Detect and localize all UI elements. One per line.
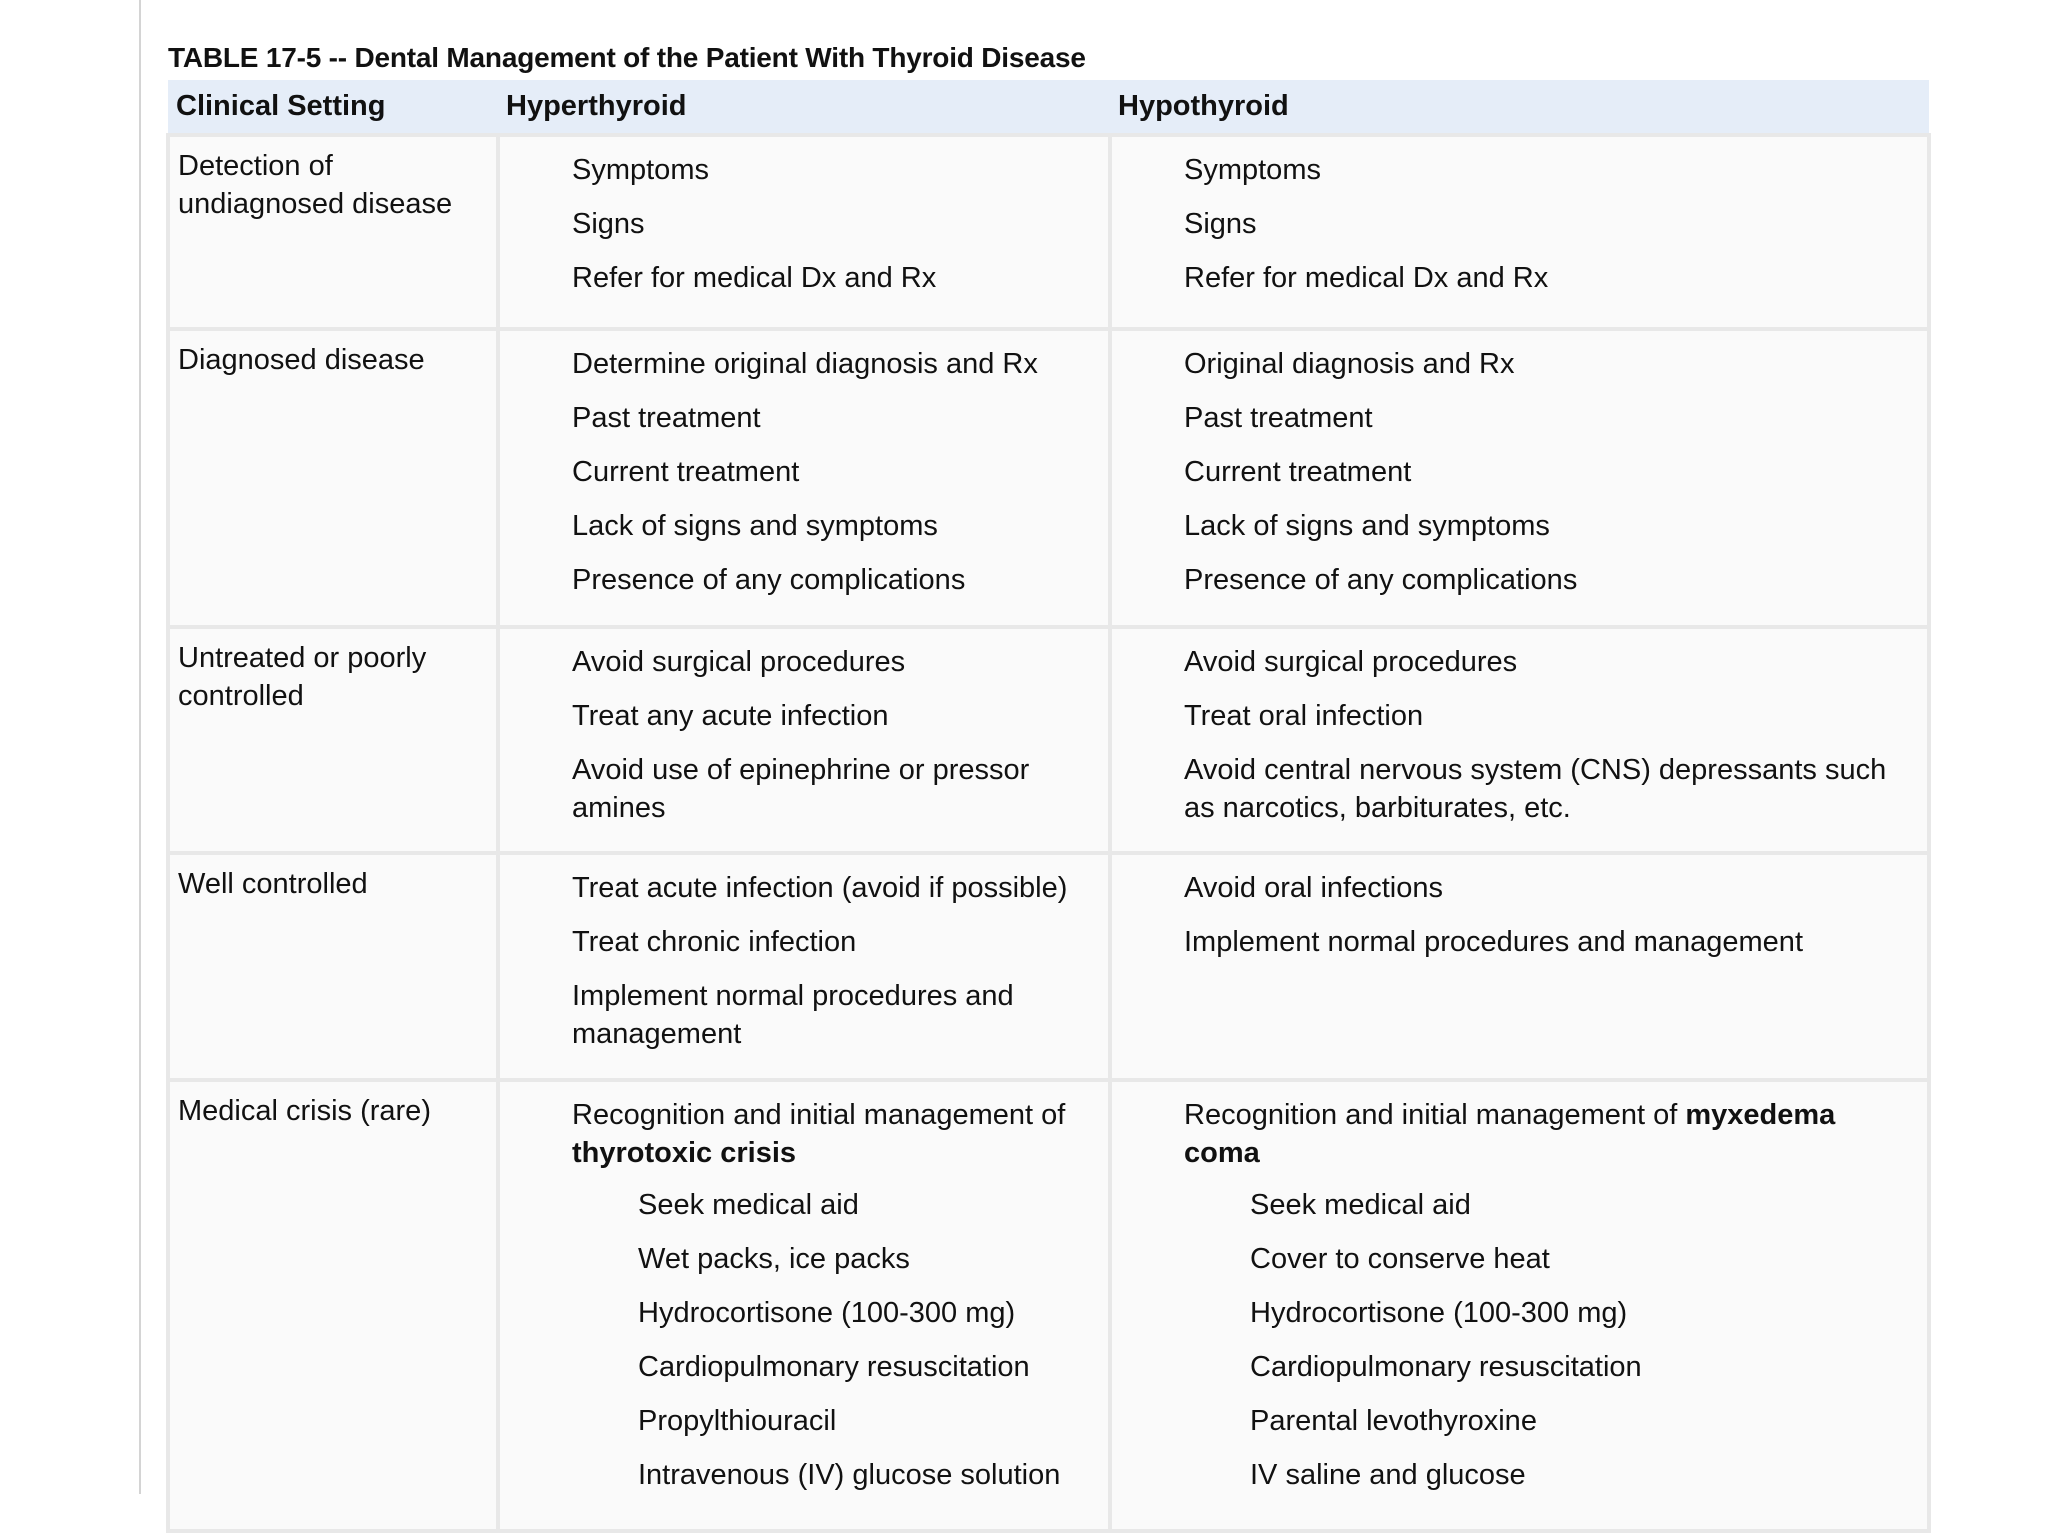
- thyroid-management-table: [166, 80, 1931, 1533]
- list-item: Determine original diagnosis and Rx: [572, 348, 1038, 380]
- crisis-steps: [1250, 1186, 1907, 1494]
- clinical-setting-cell: Well controlled: [168, 853, 498, 1080]
- crisis-item: [572, 1096, 1088, 1494]
- table-caption: TABLE 17-5 -- Dental Management of the Patient With Thyroid Disease: [168, 42, 1086, 73]
- list-item: Lack of signs and symptoms: [572, 510, 938, 542]
- list-item: Intravenous (IV) glucose solution: [638, 1459, 1061, 1491]
- hyperthyroid-list: [500, 331, 1108, 609]
- list-item: Treat any acute infection: [572, 700, 889, 732]
- hyperthyroid-cell: [498, 627, 1110, 853]
- clinical-setting-cell: Untreated or poorly controlled: [168, 627, 498, 853]
- hyperthyroid-cell: [498, 329, 1110, 627]
- list-item: Presence of any complications: [1184, 564, 1578, 596]
- list-item: Cardiopulmonary resuscitation: [1250, 1351, 1642, 1383]
- crisis-name: myxedema coma: [1184, 1099, 1836, 1169]
- hypothyroid-list: [1112, 855, 1927, 971]
- hyperthyroid-list: [500, 629, 1108, 837]
- crisis-intro: Recognition and initial management of: [572, 1099, 1066, 1131]
- hyperthyroid-cell: [498, 853, 1110, 1080]
- table-row: [168, 329, 1929, 627]
- list-item: Avoid oral infections: [1184, 872, 1444, 904]
- clinical-setting-cell: Medical crisis (rare): [168, 1080, 498, 1531]
- list-item: Implement normal procedures and management: [572, 980, 1014, 1050]
- list-item: Hydrocortisone (100-300 mg): [638, 1297, 1016, 1329]
- hyperthyroid-cell: [498, 1080, 1110, 1531]
- hyperthyroid-list: [500, 855, 1108, 1063]
- clinical-setting-cell: Diagnosed disease: [168, 329, 498, 627]
- list-item: Signs: [1184, 208, 1257, 240]
- list-item: Wet packs, ice packs: [638, 1243, 910, 1275]
- list-item: Seek medical aid: [1250, 1189, 1471, 1221]
- hypothyroid-list: [1112, 137, 1927, 307]
- crisis-intro: Recognition and initial management of: [1184, 1099, 1686, 1131]
- table-row: [168, 627, 1929, 853]
- list-item: Past treatment: [572, 402, 761, 434]
- hypothyroid-cell: [1110, 1080, 1929, 1531]
- crisis-name: thyrotoxic crisis: [572, 1137, 797, 1169]
- hypothyroid-cell: [1110, 627, 1929, 853]
- list-item: Avoid central nervous system (CNS) depressants such as narcotics, barbiturates, etc.: [1184, 754, 1887, 824]
- list-item: Parental levothyroxine: [1250, 1405, 1537, 1437]
- crisis-item: [1184, 1096, 1907, 1494]
- list-item: Propylthiouracil: [638, 1405, 837, 1437]
- hyperthyroid-cell: [498, 135, 1110, 329]
- header-hyperthyroid: Hyperthyroid: [498, 80, 1110, 135]
- hypothyroid-list: [1112, 629, 1927, 837]
- list-item: Cover to conserve heat: [1250, 1243, 1550, 1275]
- hypothyroid-cell: [1110, 135, 1929, 329]
- list-item: Current treatment: [572, 456, 800, 488]
- list-item: Lack of signs and symptoms: [1184, 510, 1550, 542]
- table-row: [168, 135, 1929, 329]
- list-item: Current treatment: [1184, 456, 1412, 488]
- list-item: Seek medical aid: [638, 1189, 859, 1221]
- list-item: Original diagnosis and Rx: [1184, 348, 1515, 380]
- hypothyroid-cell: [1110, 329, 1929, 627]
- header-clinical-setting: Clinical Setting: [168, 80, 498, 135]
- list-item: Avoid use of epinephrine or pressor amines: [572, 754, 1030, 824]
- list-item: Treat chronic infection: [572, 926, 857, 958]
- page-left-rule: [139, 0, 141, 1494]
- header-hypothyroid: Hypothyroid: [1110, 80, 1929, 135]
- list-item: Avoid surgical procedures: [572, 646, 906, 678]
- list-item: Presence of any complications: [572, 564, 966, 596]
- table-row: [168, 853, 1929, 1080]
- hypothyroid-list: [1112, 1082, 1927, 1520]
- list-item: Cardiopulmonary resuscitation: [638, 1351, 1030, 1383]
- hyperthyroid-list: [500, 137, 1108, 307]
- list-item: Treat oral infection: [1184, 700, 1424, 732]
- hypothyroid-list: [1112, 331, 1927, 609]
- clinical-setting-cell: Detection of undiagnosed disease: [168, 135, 498, 329]
- list-item: Treat acute infection (avoid if possible): [572, 872, 1068, 904]
- list-item: Refer for medical Dx and Rx: [1184, 262, 1549, 294]
- list-item: Past treatment: [1184, 402, 1373, 434]
- list-item: Implement normal procedures and management: [1184, 926, 1803, 958]
- list-item: Refer for medical Dx and Rx: [572, 262, 937, 294]
- list-item: Signs: [572, 208, 645, 240]
- hyperthyroid-list: [500, 1082, 1108, 1520]
- list-item: Symptoms: [572, 154, 709, 186]
- table-row: [168, 1080, 1929, 1531]
- list-item: IV saline and glucose: [1250, 1459, 1526, 1491]
- crisis-steps: [638, 1186, 1088, 1494]
- list-item: Hydrocortisone (100-300 mg): [1250, 1297, 1628, 1329]
- hypothyroid-cell: [1110, 853, 1929, 1080]
- list-item: Avoid surgical procedures: [1184, 646, 1518, 678]
- header-row: [168, 80, 1929, 135]
- list-item: Symptoms: [1184, 154, 1321, 186]
